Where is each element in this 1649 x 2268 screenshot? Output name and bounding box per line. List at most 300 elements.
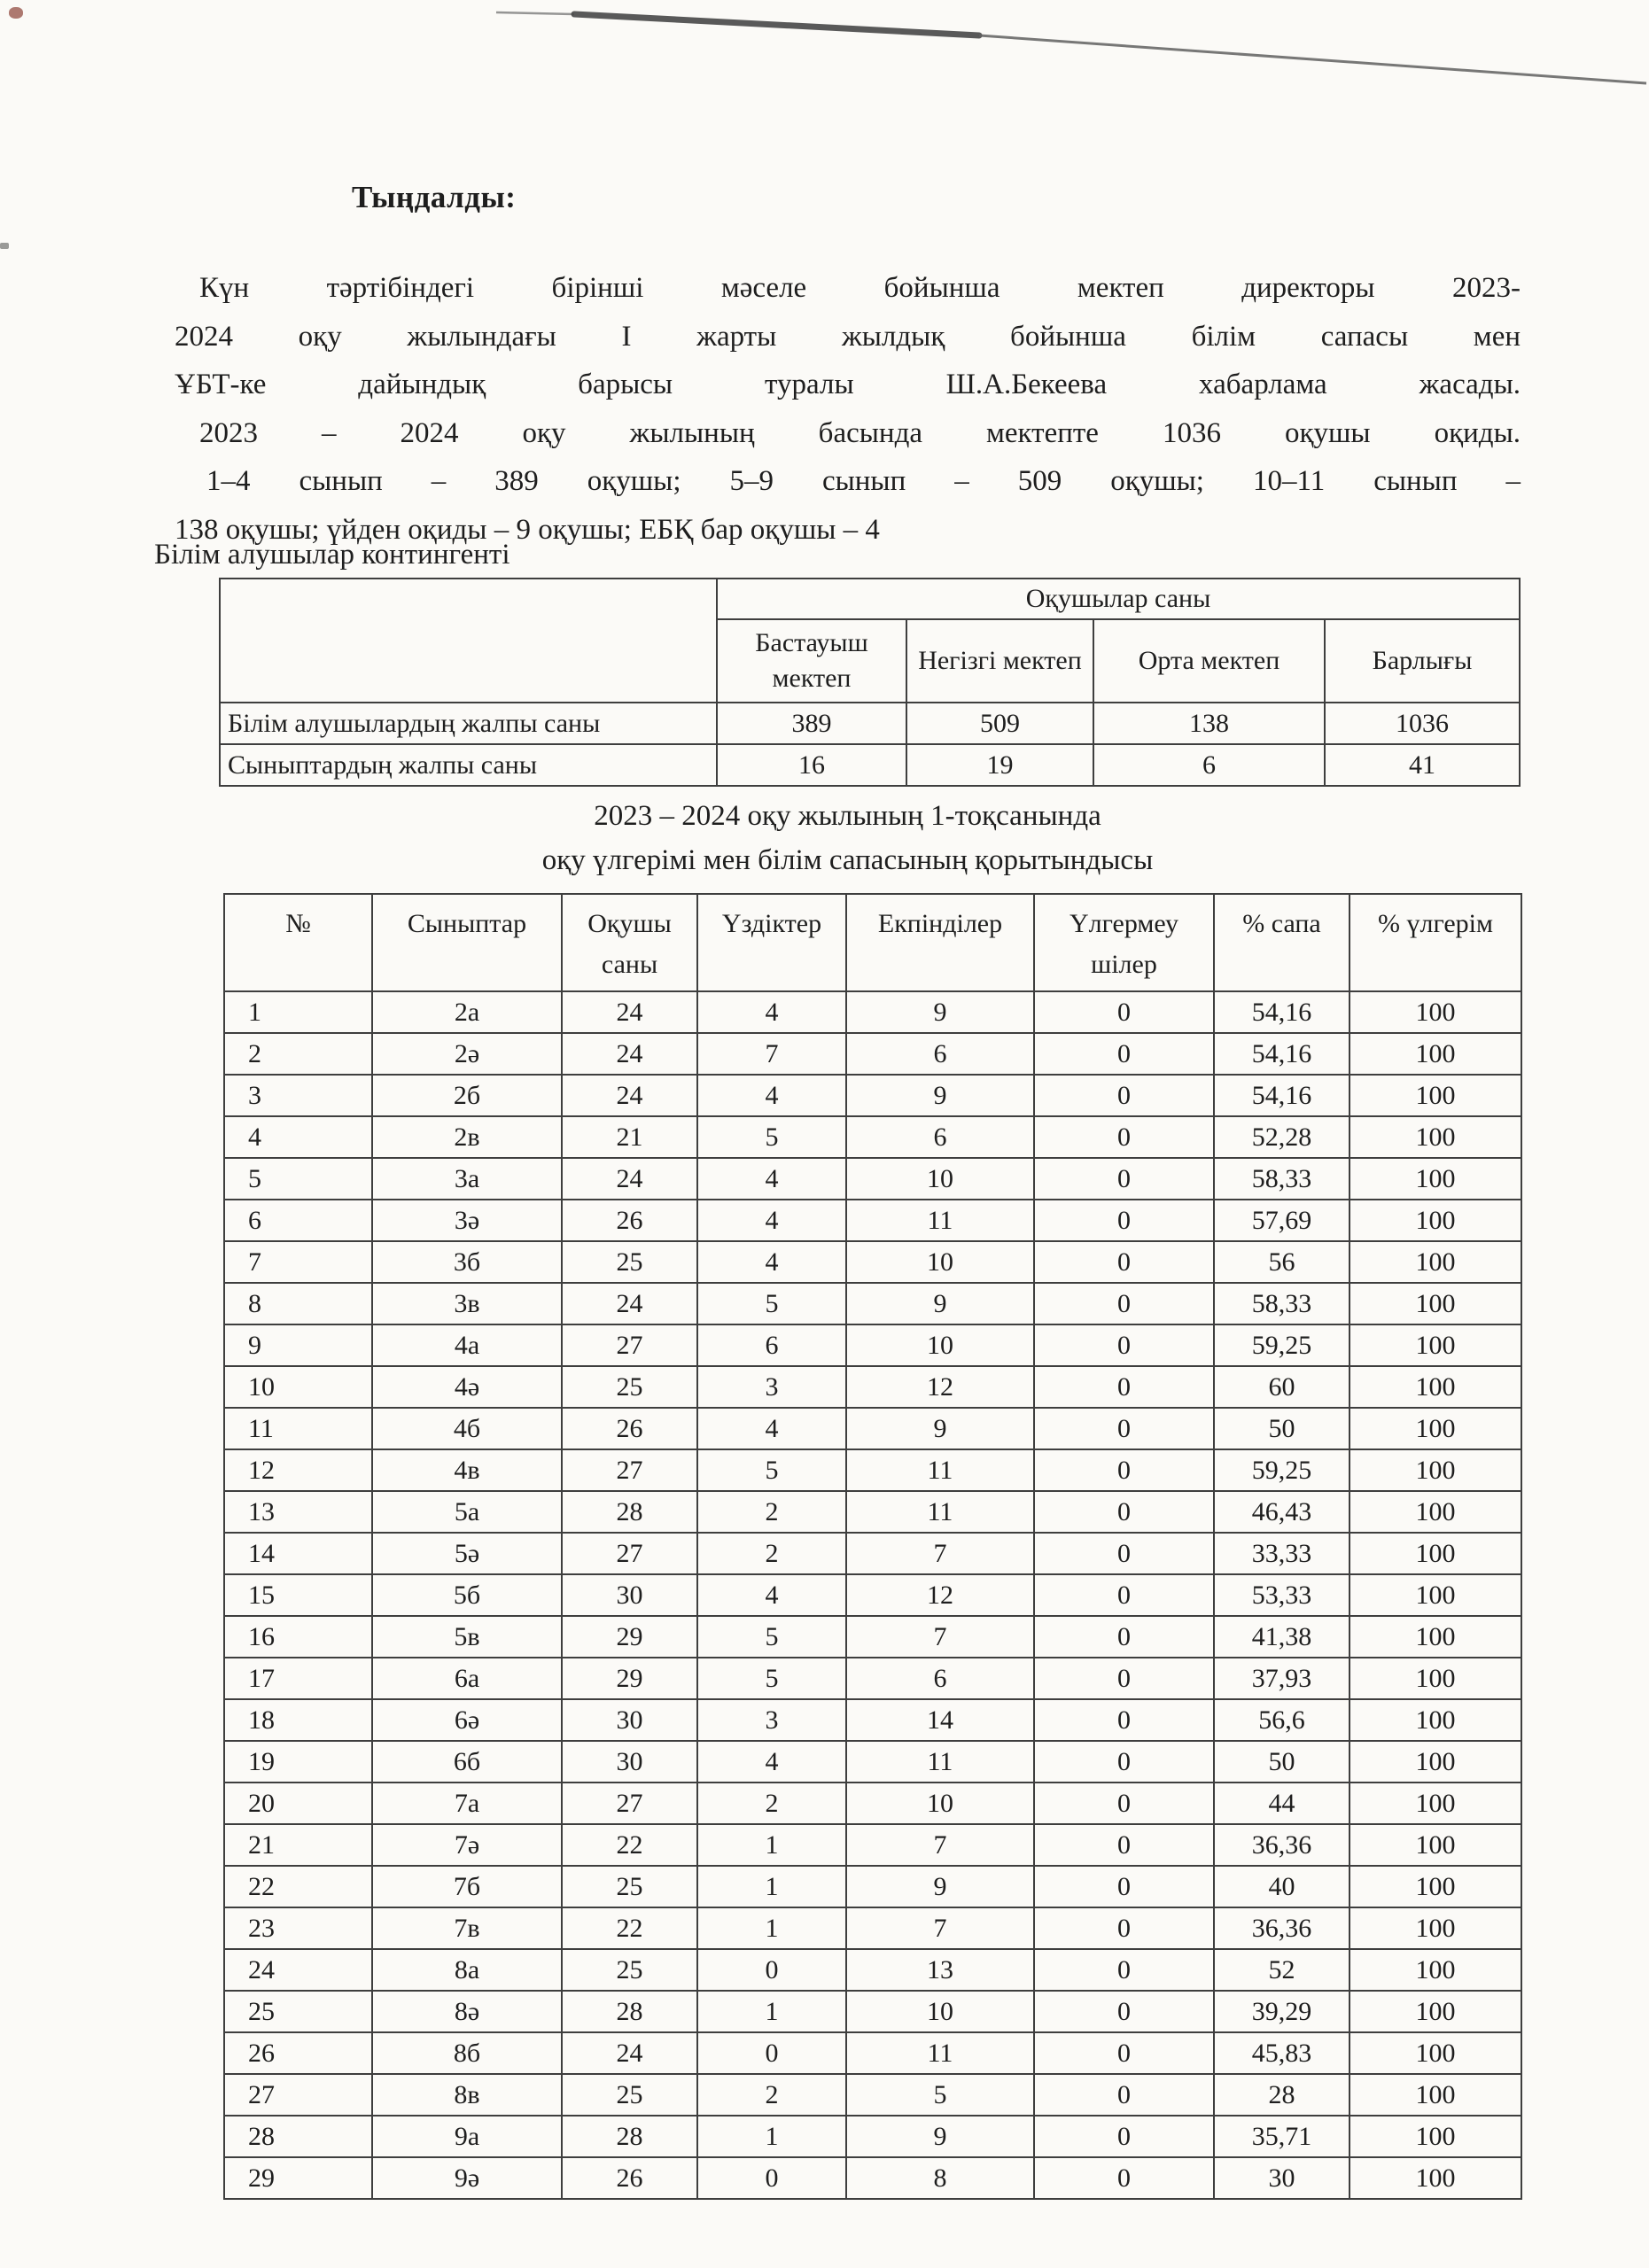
data-cell: 30 — [562, 1699, 697, 1741]
data-cell: 26 — [224, 2032, 372, 2074]
data-cell: 0 — [1034, 1949, 1214, 1991]
data-cell: 4 — [697, 1741, 846, 1783]
table-row — [224, 1533, 1521, 1574]
data-cell: 3в — [372, 1283, 562, 1324]
data-cell: 0 — [1034, 1200, 1214, 1241]
data-cell: 2ә — [372, 1033, 562, 1075]
data-cell: 0 — [1034, 991, 1214, 1033]
data-cell: 100 — [1350, 1116, 1521, 1158]
data-cell: 9 — [846, 1283, 1034, 1324]
data-cell: 100 — [1350, 1907, 1521, 1949]
data-cell: 7б — [372, 1866, 562, 1907]
data-cell: 0 — [1034, 1283, 1214, 1324]
data-cell: 56,6 — [1214, 1699, 1350, 1741]
data-cell: 4 — [697, 1075, 846, 1116]
data-cell: 9 — [846, 1408, 1034, 1449]
data-cell: 24 — [562, 1158, 697, 1200]
data-cell: 100 — [1350, 1824, 1521, 1866]
data-cell: 28 — [1214, 2074, 1350, 2116]
data-cell: 9 — [846, 2116, 1034, 2157]
data-cell: 26 — [562, 1408, 697, 1449]
data-cell: 17 — [224, 1658, 372, 1699]
data-cell: 41,38 — [1214, 1616, 1350, 1658]
data-cell: 0 — [1034, 1699, 1214, 1741]
data-cell: 58,33 — [1214, 1283, 1350, 1324]
column-header-cell: Бастауыш мектеп — [717, 619, 906, 703]
data-cell: 27 — [224, 2074, 372, 2116]
data-cell: 2б — [372, 1075, 562, 1116]
table-row — [224, 1366, 1521, 1408]
data-cell: 1 — [697, 1824, 846, 1866]
data-cell: 7 — [846, 1907, 1034, 1949]
column-header-cell: % сапа — [1214, 894, 1350, 991]
data-cell: 7 — [846, 1533, 1034, 1574]
data-cell: 54,16 — [1214, 1075, 1350, 1116]
data-cell: 100 — [1350, 1241, 1521, 1283]
data-cell: 5 — [697, 1658, 846, 1699]
data-cell: 5 — [697, 1616, 846, 1658]
data-cell: 100 — [1350, 1408, 1521, 1449]
data-cell: 0 — [1034, 1658, 1214, 1699]
data-cell: 10 — [846, 1783, 1034, 1824]
paragraph — [175, 264, 1521, 554]
data-cell: 58,33 — [1214, 1158, 1350, 1200]
data-cell: 28 — [562, 1491, 697, 1533]
column-header-cell: Үздіктер — [697, 894, 846, 991]
column-header-cell: Барлығы — [1325, 619, 1520, 703]
data-cell: 24 — [562, 2032, 697, 2074]
table-row — [224, 2032, 1521, 2074]
data-cell: 100 — [1350, 1324, 1521, 1366]
results-table — [223, 893, 1522, 2200]
table-row — [224, 1033, 1521, 1075]
table-row — [224, 1574, 1521, 1616]
data-cell: 100 — [1350, 1699, 1521, 1741]
value-cell: 41 — [1325, 744, 1520, 786]
table-row — [224, 1283, 1521, 1324]
data-cell: 24 — [562, 1033, 697, 1075]
data-cell: 30 — [562, 1741, 697, 1783]
data-cell: 4 — [697, 1158, 846, 1200]
data-cell: 12 — [846, 1574, 1034, 1616]
data-cell: 0 — [1034, 1574, 1214, 1616]
data-cell: 2а — [372, 991, 562, 1033]
data-cell: 100 — [1350, 1616, 1521, 1658]
paragraph-line-1: Күн тәртібіндегі бірінші мәселе бойынша мектеп директоры 2023- — [199, 272, 1521, 304]
data-cell: 27 — [562, 1449, 697, 1491]
results-title-line1: 2023 – 2024 оқу жылының 1-тоқсанында — [594, 800, 1101, 832]
data-cell: 57,69 — [1214, 1200, 1350, 1241]
data-cell: 13 — [846, 1949, 1034, 1991]
data-cell: 0 — [1034, 1533, 1214, 1574]
data-cell: 30 — [1214, 2157, 1350, 2199]
data-cell: 100 — [1350, 1158, 1521, 1200]
table-row — [224, 2074, 1521, 2116]
table-row — [224, 1866, 1521, 1907]
table-row — [224, 1116, 1521, 1158]
data-cell: 10 — [846, 1324, 1034, 1366]
data-cell: 7 — [846, 1616, 1034, 1658]
data-cell: 7 — [697, 1033, 846, 1075]
data-cell: 100 — [1350, 2074, 1521, 2116]
data-cell: 0 — [1034, 1158, 1214, 1200]
table-row — [224, 1449, 1521, 1491]
data-cell: 59,25 — [1214, 1449, 1350, 1491]
data-cell: 59,25 — [1214, 1324, 1350, 1366]
data-cell: 6 — [697, 1324, 846, 1366]
data-cell: 100 — [1350, 1366, 1521, 1408]
table-row — [224, 1158, 1521, 1200]
data-cell: 100 — [1350, 1449, 1521, 1491]
data-cell: 100 — [1350, 1991, 1521, 2032]
value-cell: 1036 — [1325, 703, 1520, 744]
data-cell: 100 — [1350, 1866, 1521, 1907]
data-cell: 6ә — [372, 1699, 562, 1741]
table-row — [220, 744, 1520, 786]
data-cell: 39,29 — [1214, 1991, 1350, 2032]
row-label-cell: Білім алушылардың жалпы саны — [220, 703, 717, 744]
table-row — [224, 1907, 1521, 1949]
data-cell: 5 — [846, 2074, 1034, 2116]
data-cell: 4 — [697, 1574, 846, 1616]
data-cell: 56 — [1214, 1241, 1350, 1283]
data-cell: 0 — [1034, 1991, 1214, 2032]
data-cell: 1 — [224, 991, 372, 1033]
data-cell: 0 — [1034, 1907, 1214, 1949]
data-cell: 8а — [372, 1949, 562, 1991]
contingent-table-caption: Білім алушылар контингенті — [154, 539, 510, 571]
paragraph-line-2: 2024 оқу жылындағы I жарты жылдық бойынша білім сапасы мен — [175, 320, 1521, 353]
data-cell: 3а — [372, 1158, 562, 1200]
data-cell: 12 — [224, 1449, 372, 1491]
data-cell: 2 — [697, 1491, 846, 1533]
data-cell: 5 — [224, 1158, 372, 1200]
data-cell: 27 — [562, 1533, 697, 1574]
data-cell: 7ә — [372, 1824, 562, 1866]
column-header-cell: Үлгермеу шілер — [1034, 894, 1214, 991]
data-cell: 11 — [846, 1741, 1034, 1783]
data-cell: 10 — [224, 1366, 372, 1408]
data-cell: 50 — [1214, 1408, 1350, 1449]
data-cell: 100 — [1350, 1200, 1521, 1241]
data-cell: 27 — [562, 1324, 697, 1366]
table-row — [224, 991, 1521, 1033]
data-cell: 12 — [846, 1366, 1034, 1408]
data-cell: 9 — [846, 1075, 1034, 1116]
data-cell: 25 — [562, 2074, 697, 2116]
results-header-row — [224, 894, 1521, 991]
data-cell: 100 — [1350, 2032, 1521, 2074]
data-cell: 52 — [1214, 1949, 1350, 1991]
table-row — [224, 2116, 1521, 2157]
data-cell: 10 — [846, 1991, 1034, 2032]
data-cell: 3 — [697, 1366, 846, 1408]
data-cell: 3 — [224, 1075, 372, 1116]
data-cell: 100 — [1350, 1533, 1521, 1574]
column-header-cell: % үлгерім — [1350, 894, 1521, 991]
data-cell: 7 — [224, 1241, 372, 1283]
data-cell: 100 — [1350, 1658, 1521, 1699]
data-cell: 0 — [1034, 1741, 1214, 1783]
data-cell: 52,28 — [1214, 1116, 1350, 1158]
data-cell: 29 — [562, 1616, 697, 1658]
column-header-cell: Екпінділер — [846, 894, 1034, 991]
data-cell: 5а — [372, 1491, 562, 1533]
data-cell: 100 — [1350, 1283, 1521, 1324]
data-cell: 0 — [697, 1949, 846, 1991]
data-cell: 7в — [372, 1907, 562, 1949]
data-cell: 30 — [562, 1574, 697, 1616]
paragraph-line-3: ҰБТ-ке дайындық барысы туралы Ш.А.Бекеева хабарлама жасады. — [175, 369, 1521, 400]
table-row — [224, 1658, 1521, 1699]
table-row — [224, 1241, 1521, 1283]
data-cell: 4а — [372, 1324, 562, 1366]
data-cell: 29 — [562, 1658, 697, 1699]
value-cell: 389 — [717, 703, 906, 744]
data-cell: 3 — [697, 1699, 846, 1741]
data-cell: 45,83 — [1214, 2032, 1350, 2074]
data-cell: 0 — [1034, 1366, 1214, 1408]
data-cell: 24 — [562, 1283, 697, 1324]
data-cell: 0 — [1034, 1866, 1214, 1907]
data-cell: 0 — [1034, 1116, 1214, 1158]
data-cell: 4 — [697, 1241, 846, 1283]
data-cell: 100 — [1350, 1574, 1521, 1616]
paragraph-line-5: 1–4 сынып – 389 оқушы; 5–9 сынып – 509 оқушы; 10–11 сынып – — [206, 465, 1521, 497]
data-cell: 10 — [846, 1241, 1034, 1283]
data-cell: 5 — [697, 1449, 846, 1491]
data-cell: 0 — [1034, 1324, 1214, 1366]
scan-artifact-line — [0, 0, 1649, 115]
data-cell: 50 — [1214, 1741, 1350, 1783]
data-cell: 6 — [846, 1116, 1034, 1158]
data-cell: 0 — [1034, 1033, 1214, 1075]
data-cell: 5 — [697, 1283, 846, 1324]
data-cell: 26 — [562, 1200, 697, 1241]
data-cell: 4 — [697, 1408, 846, 1449]
data-cell: 21 — [224, 1824, 372, 1866]
data-cell: 25 — [224, 1991, 372, 2032]
data-cell: 8в — [372, 2074, 562, 2116]
table-row — [224, 1699, 1521, 1741]
data-cell: 22 — [224, 1866, 372, 1907]
data-cell: 28 — [562, 1991, 697, 2032]
data-cell: 5 — [697, 1116, 846, 1158]
table-row — [224, 1324, 1521, 1366]
scan-speck — [9, 7, 23, 19]
table-row — [224, 1616, 1521, 1658]
paragraph-line-4: 2023 – 2024 оқу жылының басында мектепте 1036 оқушы оқиды. — [199, 416, 1521, 449]
data-cell: 53,33 — [1214, 1574, 1350, 1616]
data-cell: 5в — [372, 1616, 562, 1658]
data-cell: 3б — [372, 1241, 562, 1283]
data-cell: 14 — [846, 1699, 1034, 1741]
data-cell: 9 — [846, 1866, 1034, 1907]
data-cell: 25 — [562, 1241, 697, 1283]
data-cell: 5ә — [372, 1533, 562, 1574]
table-row — [224, 1949, 1521, 1991]
data-cell: 0 — [1034, 1783, 1214, 1824]
data-cell: 37,93 — [1214, 1658, 1350, 1699]
data-cell: 4 — [224, 1116, 372, 1158]
document-heading: Тыңдалды: — [352, 180, 517, 214]
corner-cell — [220, 579, 717, 703]
scan-speck — [0, 243, 9, 249]
data-cell: 16 — [224, 1616, 372, 1658]
contingent-table — [219, 578, 1521, 787]
data-cell: 6а — [372, 1658, 562, 1699]
data-cell: 36,36 — [1214, 1824, 1350, 1866]
table-row — [224, 1824, 1521, 1866]
data-cell: 9 — [846, 991, 1034, 1033]
data-cell: 20 — [224, 1783, 372, 1824]
data-cell: 0 — [1034, 2116, 1214, 2157]
data-cell: 22 — [562, 1824, 697, 1866]
data-cell: 8б — [372, 2032, 562, 2074]
value-cell: 16 — [717, 744, 906, 786]
data-cell: 1 — [697, 2116, 846, 2157]
row-label-cell: Сыныптардың жалпы саны — [220, 744, 717, 786]
data-cell: 4б — [372, 1408, 562, 1449]
data-cell: 2 — [697, 2074, 846, 2116]
data-cell: 9 — [224, 1324, 372, 1366]
data-cell: 0 — [697, 2157, 846, 2199]
data-cell: 9а — [372, 2116, 562, 2157]
data-cell: 10 — [846, 1158, 1034, 1200]
data-cell: 0 — [1034, 1241, 1214, 1283]
data-cell: 0 — [697, 2032, 846, 2074]
data-cell: 11 — [846, 1491, 1034, 1533]
data-cell: 11 — [846, 1449, 1034, 1491]
data-cell: 24 — [562, 1075, 697, 1116]
column-header-cell: Орта мектеп — [1093, 619, 1325, 703]
data-cell: 18 — [224, 1699, 372, 1741]
group-header-cell: Оқушылар саны — [717, 579, 1520, 619]
data-cell: 4в — [372, 1449, 562, 1491]
data-cell: 2 — [224, 1033, 372, 1075]
data-cell: 100 — [1350, 1075, 1521, 1116]
data-cell: 21 — [562, 1116, 697, 1158]
data-cell: 6 — [224, 1200, 372, 1241]
data-cell: 8ә — [372, 1991, 562, 2032]
data-cell: 0 — [1034, 1408, 1214, 1449]
data-cell: 1 — [697, 1866, 846, 1907]
data-cell: 0 — [1034, 1075, 1214, 1116]
data-cell: 4 — [697, 1200, 846, 1241]
data-cell: 23 — [224, 1907, 372, 1949]
data-cell: 22 — [562, 1907, 697, 1949]
data-cell: 9ә — [372, 2157, 562, 2199]
contingent-header-row — [220, 579, 1520, 619]
data-cell: 6 — [846, 1033, 1034, 1075]
data-cell: 100 — [1350, 1491, 1521, 1533]
data-cell: 3ә — [372, 1200, 562, 1241]
data-cell: 100 — [1350, 2157, 1521, 2199]
data-cell: 1 — [697, 1991, 846, 2032]
data-cell: 11 — [846, 2032, 1034, 2074]
column-header-cell: № — [224, 894, 372, 991]
data-cell: 100 — [1350, 1033, 1521, 1075]
data-cell: 0 — [1034, 2032, 1214, 2074]
data-cell: 26 — [562, 2157, 697, 2199]
data-cell: 7 — [846, 1824, 1034, 1866]
data-cell: 5б — [372, 1574, 562, 1616]
column-header-cell: Сыныптар — [372, 894, 562, 991]
data-cell: 46,43 — [1214, 1491, 1350, 1533]
table-row — [224, 1200, 1521, 1241]
data-cell: 2в — [372, 1116, 562, 1158]
data-cell: 11 — [846, 1200, 1034, 1241]
data-cell: 25 — [562, 1949, 697, 1991]
data-cell: 8 — [846, 2157, 1034, 2199]
data-cell: 100 — [1350, 1783, 1521, 1824]
data-cell: 28 — [224, 2116, 372, 2157]
data-cell: 24 — [562, 991, 697, 1033]
data-cell: 60 — [1214, 1366, 1350, 1408]
data-cell: 2 — [697, 1533, 846, 1574]
data-cell: 15 — [224, 1574, 372, 1616]
data-cell: 0 — [1034, 1449, 1214, 1491]
data-cell: 11 — [224, 1408, 372, 1449]
data-cell: 6б — [372, 1741, 562, 1783]
data-cell: 36,36 — [1214, 1907, 1350, 1949]
data-cell: 0 — [1034, 2157, 1214, 2199]
data-cell: 24 — [224, 1949, 372, 1991]
data-cell: 40 — [1214, 1866, 1350, 1907]
data-cell: 1 — [697, 1907, 846, 1949]
table-row — [224, 1741, 1521, 1783]
data-cell: 27 — [562, 1783, 697, 1824]
data-cell: 100 — [1350, 991, 1521, 1033]
data-cell: 44 — [1214, 1783, 1350, 1824]
data-cell: 19 — [224, 1741, 372, 1783]
table-row — [224, 1075, 1521, 1116]
value-cell: 6 — [1093, 744, 1325, 786]
data-cell: 35,71 — [1214, 2116, 1350, 2157]
data-cell: 4ә — [372, 1366, 562, 1408]
data-cell: 0 — [1034, 1491, 1214, 1533]
data-cell: 100 — [1350, 1741, 1521, 1783]
table-row — [224, 1408, 1521, 1449]
data-cell: 54,16 — [1214, 1033, 1350, 1075]
table-row — [224, 1991, 1521, 2032]
value-cell: 509 — [906, 703, 1093, 744]
data-cell: 8 — [224, 1283, 372, 1324]
value-cell: 138 — [1093, 703, 1325, 744]
value-cell: 19 — [906, 744, 1093, 786]
data-cell: 100 — [1350, 1949, 1521, 1991]
data-cell: 29 — [224, 2157, 372, 2199]
data-cell: 0 — [1034, 1616, 1214, 1658]
column-header-cell: Негізгі мектеп — [906, 619, 1093, 703]
paragraph-line-6: 138 оқушы; үйден оқиды – 9 оқушы; ЕБҚ бар оқушы – 4 — [175, 513, 880, 546]
data-cell: 6 — [846, 1658, 1034, 1699]
table-row — [224, 1491, 1521, 1533]
data-cell: 14 — [224, 1533, 372, 1574]
data-cell: 100 — [1350, 2116, 1521, 2157]
data-cell: 0 — [1034, 2074, 1214, 2116]
data-cell: 54,16 — [1214, 991, 1350, 1033]
data-cell: 13 — [224, 1491, 372, 1533]
table-row — [224, 1783, 1521, 1824]
table-row — [224, 2157, 1521, 2199]
data-cell: 33,33 — [1214, 1533, 1350, 1574]
data-cell: 25 — [562, 1866, 697, 1907]
table-row — [220, 703, 1520, 744]
data-cell: 25 — [562, 1366, 697, 1408]
data-cell: 7а — [372, 1783, 562, 1824]
results-title-line2: оқу үлгерімі мен білім сапасының қорытындысы — [541, 844, 1154, 876]
